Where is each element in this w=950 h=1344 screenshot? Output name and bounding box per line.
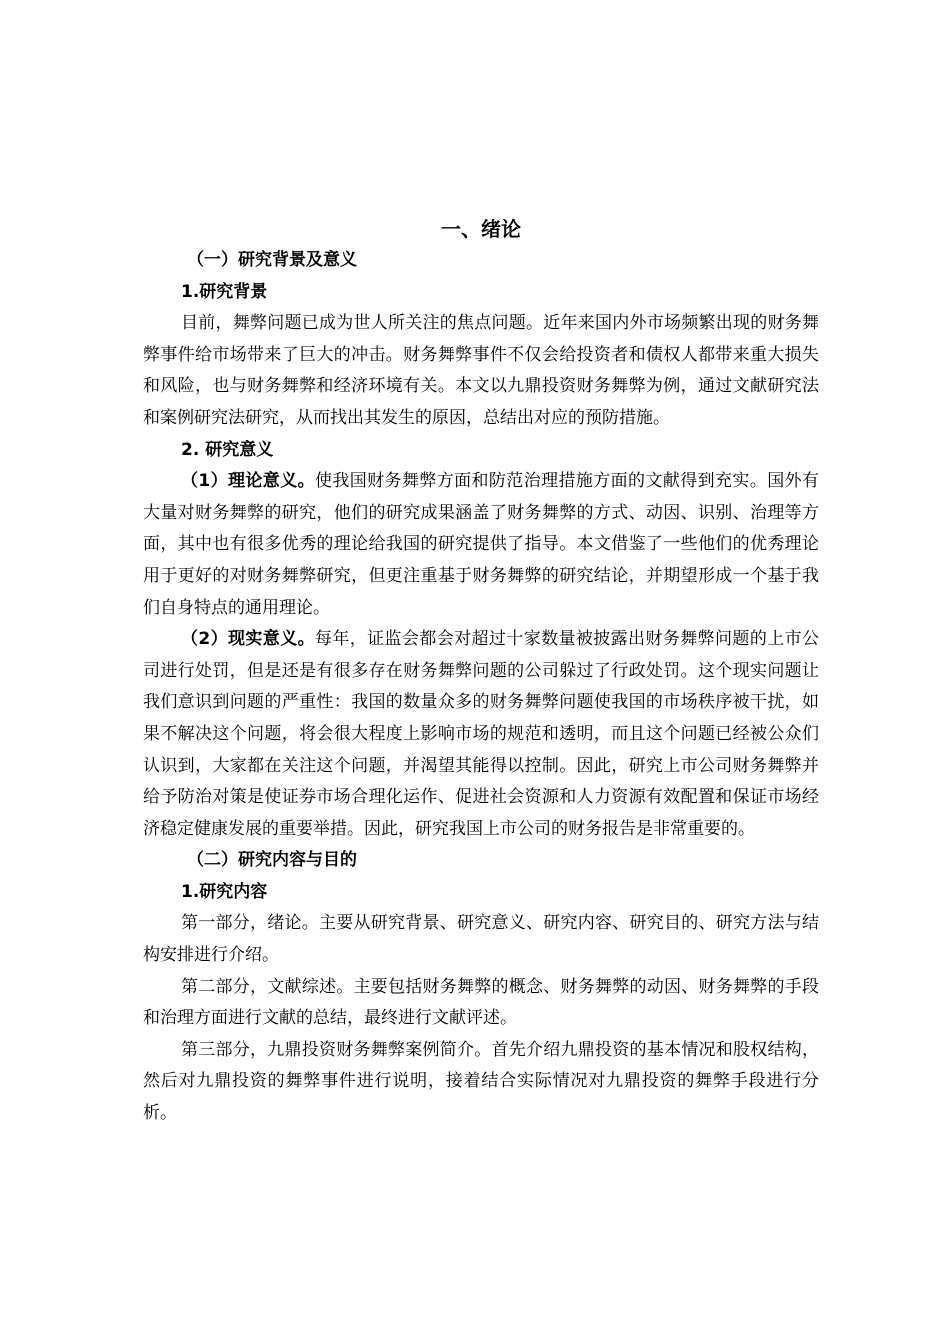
paragraph-theoretical-significance	[143, 466, 819, 624]
paragraph-part-one: 第一部分，绪论。主要从研究背景、研究意义、研究内容、研究目的、研究方法与结构安排进行介绍。	[143, 913, 819, 966]
theoretical-significance-lead: （1）理论意义。	[181, 471, 315, 492]
subsection-heading-content: 1.研究内容	[181, 881, 268, 902]
subsection-heading-background: 1.研究背景	[181, 281, 268, 302]
chapter-title: 一、绪论	[441, 217, 521, 241]
page-body	[143, 213, 819, 1130]
practical-significance-lead: （2）现实意义。	[181, 629, 315, 650]
paragraph-background: 目前，舞弊问题已成为世人所关注的焦点问题。近年来国内外市场频繁出现的财务舞弊事件给市场带来了巨大的冲击。财务舞弊事件不仅会给投资者和债权人都带来重大损失和风险，也与财务舞弊和经济环境有关。本文以九鼎投资财务舞弊为例，通过文献研究法和案例研究法研究，从而找出其发生的原因，总结出对应的预防措施。	[143, 313, 819, 428]
theoretical-significance-text: 使我国财务舞弊方面和防范治理措施方面的文献得到充实。国外有大量对财务舞弊的研究，他们的研究成果涵盖了财务舞弊的方式、动因、识别、治理等方面，其中也有很多优秀的理论给我国的研究提供了指导。本文借鉴了一些他们的优秀理论用于更好的对财务舞弊研究，但更注重基于财务舞弊的研究结论，并期望形成一个基于我们自身特点的通用理论。	[143, 471, 819, 618]
paragraph-practical-significance	[143, 624, 819, 845]
paragraph-part-two: 第二部分，文献综述。主要包括财务舞弊的概念、财务舞弊的动因、财务舞弊的手段和治理方面进行文献的总结，最终进行文献评述。	[143, 976, 819, 1029]
practical-significance-text: 每年，证监会都会对超过十家数量被披露出财务舞弊问题的上市公司进行处罚，但是还是有很多存在财务舞弊问题的公司躲过了行政处罚。这个现实问题让我们意识到问题的严重性：我国的数量众多的财务舞弊问题使我国的市场秩序被干扰，如果不解决这个问题，将会很大程度上影响市场的规范和透明，而且这个问题已经被公众们认识到，大家都在关注这个问题，并渴望其能得以控制。因此，研究上市公司财务舞弊并给予防治对策是使证券市场合理化运作、促进社会资源和人力资源有效配置和保证市场经济稳定健康发展的重要举措。因此，研究我国上市公司的财务报告是非常重要的。	[143, 629, 819, 839]
subsection-heading-significance: 2. 研究意义	[181, 439, 274, 460]
section-heading-background: （一）研究背景及意义	[187, 250, 357, 270]
section-heading-content-purpose: （二）研究内容与目的	[187, 850, 357, 871]
paragraph-part-three: 第三部分，九鼎投资财务舞弊案例简介。首先介绍九鼎投资的基本情况和股权结构，然后对九鼎投资的舞弊事件进行说明，接着结合实际情况对九鼎投资的舞弊手段进行分析。	[143, 1039, 819, 1124]
